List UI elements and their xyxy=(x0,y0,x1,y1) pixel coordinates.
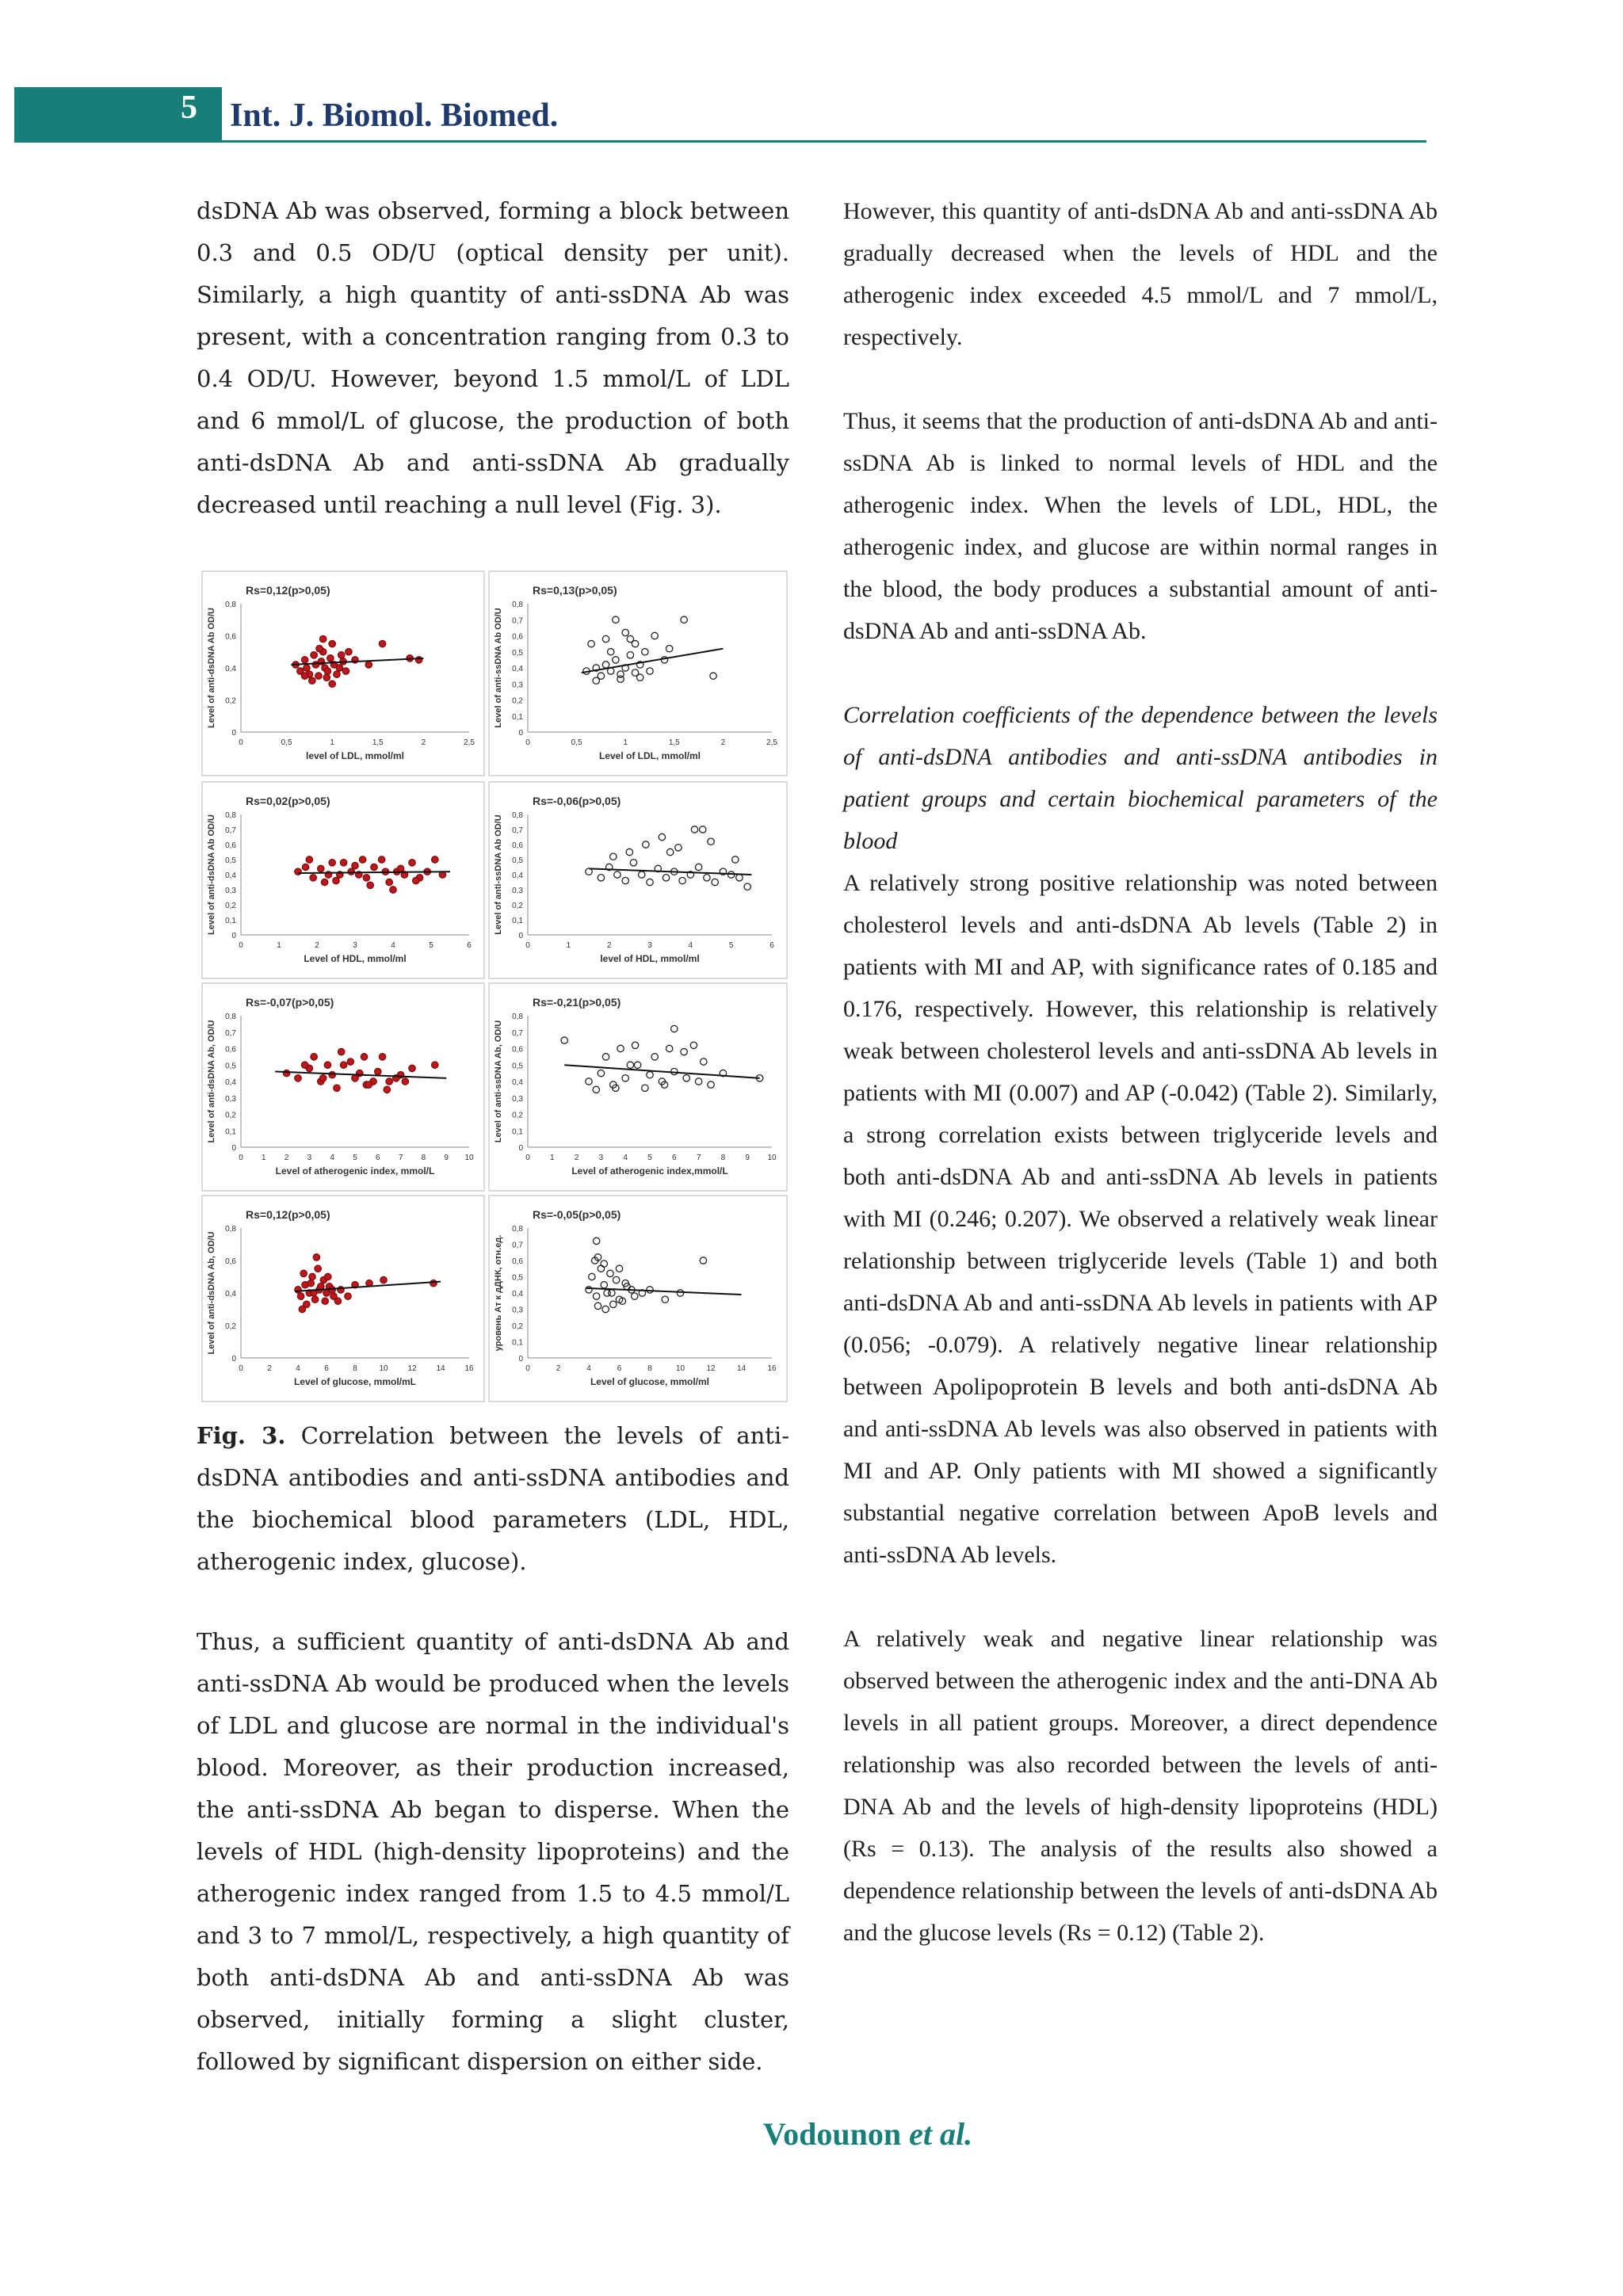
data-point xyxy=(283,1070,289,1076)
paragraph-fig3-intro: dsDNA Ab was observed, forming a block between 0.3 and 0.5 OD/U (optical density per unit). Similarly, a high quantity of anti-ssDNA Ab was present, with a concentration ranging from 0.3 to 0.4 OD/U. However, beyond 1.5 mmol/L of LDL and 6 mmol/L of glucose, the production of both anti-dsDNA Ab and anti-ssDNA Ab gradually decreased until reaching a null level (Fig. 3). xyxy=(197,197,789,518)
x-tick-label: 6 xyxy=(324,1364,329,1373)
caption-text: Correlation between the levels of anti-dsDNA antibodies and anti-ssDNA antibodies and the biochemical blood parameters (LDL, HDL, atherogenic index, glucose). xyxy=(197,1422,789,1575)
x-tick-label: 1 xyxy=(277,941,281,950)
data-point xyxy=(319,635,326,642)
data-point xyxy=(315,1265,321,1272)
data-point xyxy=(365,1081,372,1088)
chart-frame xyxy=(202,782,484,978)
chart-panel xyxy=(202,1196,484,1402)
data-point xyxy=(301,673,307,679)
data-point xyxy=(329,1072,335,1078)
y-tick-label: 0,5 xyxy=(225,856,236,865)
data-point xyxy=(295,868,301,875)
data-point xyxy=(324,1062,330,1068)
x-tick-label: 0 xyxy=(525,1364,530,1373)
left-column-bottom xyxy=(197,1621,789,2083)
y-tick-label: 0,1 xyxy=(225,917,236,925)
x-tick-label: 8 xyxy=(720,1154,726,1162)
right-column xyxy=(843,190,1438,1954)
data-point xyxy=(313,1254,319,1261)
y-tick-label: 0,5 xyxy=(225,1062,236,1071)
y-tick-label: 0,4 xyxy=(512,665,523,673)
data-point xyxy=(352,862,358,868)
caption-label: Fig. 3. xyxy=(197,1422,286,1449)
x-tick-label: 8 xyxy=(421,1154,426,1162)
data-point xyxy=(297,1293,304,1299)
y-tick-label: 0,2 xyxy=(225,902,236,910)
chart-panel xyxy=(202,983,484,1191)
chart-title: Rs=-0,05(p>0,05) xyxy=(533,1208,621,1221)
data-point xyxy=(361,1054,367,1060)
y-tick-label: 0,4 xyxy=(512,1290,523,1299)
x-tick-label: 7 xyxy=(696,1154,701,1162)
y-tick-label: 0,7 xyxy=(225,1028,236,1038)
data-point xyxy=(310,875,316,881)
data-point xyxy=(378,856,384,863)
paragraph-thus-sufficient: Thus, a sufficient quantity of anti-dsDNA Ab and anti-ssDNA Ab would be produced when the levels of LDL and glucose are normal in the individual's blood. Moreover, as their production increased, the anti-ssDNA Ab began to disperse. When the levels of HDL (high-density lipoproteins) and the atherogenic index ranged from 1.5 to 4.5 mmol/L and 3 to 7 mmol/L, respectively, a high quantity of both anti-dsDNA Ab and anti-ssDNA Ab was observed, initially forming a slight cluster, followed by significant dispersion on either side. xyxy=(197,1628,789,2075)
data-point xyxy=(329,681,335,687)
x-tick-label: 2 xyxy=(606,941,612,950)
paragraph-thus-linked: Thus, it seems that the production of anti-dsDNA Ab and anti-ssDNA Ab is linked to normal levels of HDL and the atherogenic index. When the levels of LDL, HDL, the atherogenic index, and glucose are within normal ranges in the blood, the body produces a substantial amount of anti-dsDNA Ab and anti-ssDNA Ab. xyxy=(843,408,1438,644)
section-heading-correlation: Correlation coefficients of the dependence between the levels of anti-dsDNA antibodies and anti-ssDNA antibodies in patient groups and certain biochemical parameters of the blood xyxy=(843,702,1438,854)
x-tick-label: 8 xyxy=(647,1364,652,1373)
y-tick-label: 0,7 xyxy=(225,826,236,835)
figure-caption xyxy=(197,1415,789,1583)
x-tick-label: 2,5 xyxy=(766,738,777,747)
y-tick-label: 0,8 xyxy=(225,811,236,820)
x-tick-label: 14 xyxy=(436,1364,445,1373)
y-tick-label: 0,7 xyxy=(512,616,523,626)
x-tick-label: 0,5 xyxy=(571,738,582,747)
data-point xyxy=(346,649,352,655)
x-tick-label: 16 xyxy=(767,1364,777,1373)
data-point xyxy=(301,1062,307,1068)
x-tick-label: 6 xyxy=(617,1364,622,1373)
data-point xyxy=(415,657,422,663)
data-point xyxy=(342,668,349,674)
chart-title: Rs=0,13(p>0,05) xyxy=(533,584,617,597)
data-point xyxy=(315,673,322,679)
y-tick-label: 0 xyxy=(231,1144,236,1153)
data-point xyxy=(367,882,373,888)
chart-title: Rs=-0,06(p>0,05) xyxy=(533,795,621,807)
x-tick-label: 6 xyxy=(672,1154,677,1162)
x-tick-label: 3 xyxy=(307,1154,312,1162)
x-tick-label: 10 xyxy=(379,1364,388,1373)
x-tick-label: 2,5 xyxy=(464,738,475,747)
x-tick-label: 12 xyxy=(706,1364,716,1373)
data-point xyxy=(301,657,307,663)
y-tick-label: 0,8 xyxy=(512,1225,523,1234)
x-tick-label: 1 xyxy=(566,941,571,950)
x-tick-label: 2 xyxy=(284,1154,289,1162)
data-point xyxy=(295,1075,301,1081)
paragraph-strong-positive: A relatively strong positive relationship was noted between cholesterol levels and anti-dsDNA Ab levels (Table 2) in patients with MI and AP, with significance rates of 0.185 and 0.176, respectively. However, this relationship is relatively weak between cholesterol levels and anti-ssDNA Ab levels in patients with MI (0.007) and AP (-0.042) (Table 2). Similarly, a strong correlation exists between triglyceride levels and both anti-dsDNA Ab and anti-ssDNA Ab levels in patients with MI (0.246; 0.207). We observed a relatively weak linear relationship between triglyceride levels (Table 1) and both anti-dsDNA Ab and anti-ssDNA Ab levels in patients with AP (0.056; -0.079). A relatively negative linear relationship between Apolipoprotein B levels and both anti-dsDNA Ab and anti-ssDNA Ab levels was also observed in patients with MI and AP. Only patients with MI showed a significantly substantial negative correlation between ApoB levels and anti-ssDNA Ab levels. xyxy=(843,870,1438,1568)
x-tick-label: 4 xyxy=(330,1154,334,1162)
y-tick-label: 0 xyxy=(518,729,523,738)
data-point xyxy=(359,856,365,863)
x-tick-label: 1 xyxy=(550,1154,555,1162)
y-axis-label: Level of anti-dsDNA Ab OD/U xyxy=(207,814,216,935)
y-tick-label: 0,8 xyxy=(512,811,523,820)
data-point xyxy=(306,856,312,863)
x-tick-label: 1 xyxy=(330,738,334,747)
y-tick-label: 0,3 xyxy=(225,887,236,895)
data-point xyxy=(318,865,324,871)
y-tick-label: 0,3 xyxy=(225,1094,236,1104)
y-tick-label: 0,2 xyxy=(512,696,523,706)
data-point xyxy=(375,1068,381,1074)
data-point xyxy=(334,1298,341,1304)
data-point xyxy=(402,1078,408,1085)
data-point xyxy=(329,640,335,646)
data-point xyxy=(311,652,317,658)
data-point xyxy=(323,674,330,681)
data-point xyxy=(302,864,308,870)
x-axis-label: Level of glucose, mmol/mL xyxy=(293,1376,417,1387)
data-point xyxy=(413,877,419,883)
data-point xyxy=(307,1280,314,1287)
x-tick-label: 0 xyxy=(239,1154,243,1162)
data-point xyxy=(338,1048,345,1055)
data-point xyxy=(430,1280,437,1287)
y-tick-label: 0,6 xyxy=(512,632,523,642)
y-tick-label: 0,8 xyxy=(512,601,523,609)
x-tick-label: 2 xyxy=(421,738,426,747)
y-tick-label: 0,4 xyxy=(225,1078,236,1087)
x-tick-label: 4 xyxy=(688,941,693,950)
x-tick-label: 10 xyxy=(675,1364,685,1373)
y-tick-label: 0,8 xyxy=(512,1013,523,1021)
x-axis-label: Level of LDL, mmol/ml xyxy=(598,750,701,761)
data-point xyxy=(379,1054,385,1060)
x-tick-label: 10 xyxy=(464,1154,474,1162)
data-point xyxy=(334,671,340,677)
y-tick-label: 0,7 xyxy=(512,826,523,835)
x-tick-label: 0 xyxy=(525,941,530,950)
data-point xyxy=(379,640,385,646)
data-point xyxy=(340,860,346,866)
x-tick-label: 5 xyxy=(353,1154,357,1162)
y-tick-label: 0 xyxy=(518,932,523,940)
y-tick-label: 0,3 xyxy=(512,1306,523,1315)
x-tick-label: 3 xyxy=(598,1154,604,1162)
y-tick-label: 0,1 xyxy=(225,1127,236,1137)
y-tick-label: 0,7 xyxy=(512,1028,523,1038)
y-tick-label: 0,8 xyxy=(225,601,236,609)
data-point xyxy=(329,860,335,866)
y-tick-label: 0,4 xyxy=(512,1078,523,1087)
paragraph-weak-negative: A relatively weak and negative linear relationship was observed between the atherogenic index and the anti-DNA Ab levels in all patient groups. Moreover, a direct dependence relationship was also recorded between the levels of anti-DNA Ab and the levels of high-density lipoproteins (HDL) (Rs = 0.13). The analysis of the results also showed a dependence relationship between the levels of anti-dsDNA Ab and the glucose levels (Rs = 0.12) (Table 2). xyxy=(843,1626,1438,1946)
y-tick-label: 0,6 xyxy=(225,841,236,850)
x-axis-label: Level of HDL, mmol/ml xyxy=(304,953,407,964)
x-tick-label: 1 xyxy=(262,1154,266,1162)
data-point xyxy=(324,668,330,674)
x-tick-label: 0 xyxy=(239,941,243,950)
chart-frame xyxy=(489,782,787,978)
y-tick-label: 0,8 xyxy=(225,1013,236,1021)
data-point xyxy=(380,1276,387,1283)
data-point xyxy=(321,879,327,885)
chart-title: Rs=0,02(p>0,05) xyxy=(246,795,330,807)
data-point xyxy=(409,1065,415,1071)
data-point xyxy=(309,1273,315,1280)
x-tick-label: 0 xyxy=(525,1154,530,1162)
y-tick-label: 0 xyxy=(518,1355,523,1363)
y-tick-label: 0,5 xyxy=(512,648,523,658)
x-tick-label: 0 xyxy=(525,738,530,747)
y-tick-label: 0 xyxy=(518,1144,523,1153)
x-tick-label: 8 xyxy=(353,1364,357,1373)
x-tick-label: 2 xyxy=(315,941,319,950)
y-axis-label: уровень Ат к дДНК, отн.ед. xyxy=(494,1234,503,1352)
x-tick-label: 4 xyxy=(623,1154,628,1162)
x-tick-label: 5 xyxy=(728,941,734,950)
y-tick-label: 0,2 xyxy=(512,1322,523,1331)
y-tick-label: 0,1 xyxy=(512,712,523,722)
data-point xyxy=(309,677,315,684)
y-axis-label: Level of anti-dsDNA Ab, OD/U xyxy=(207,1231,216,1355)
data-point xyxy=(432,1062,438,1068)
x-tick-label: 0 xyxy=(239,738,243,747)
data-point xyxy=(345,1293,351,1299)
data-point xyxy=(311,1296,318,1302)
y-tick-label: 0,6 xyxy=(512,1045,523,1055)
data-point xyxy=(322,1298,328,1304)
y-tick-label: 0,8 xyxy=(225,1225,236,1234)
x-tick-label: 1,5 xyxy=(372,738,384,747)
data-point xyxy=(336,665,342,671)
y-axis-label: Level of anti-ssDNA Ab, OD/U xyxy=(494,1020,503,1143)
x-tick-label: 6 xyxy=(376,1154,380,1162)
data-point xyxy=(338,652,345,658)
y-tick-label: 0,4 xyxy=(512,871,523,880)
header-rule xyxy=(222,140,1426,143)
y-tick-label: 0,1 xyxy=(512,1127,523,1137)
data-point xyxy=(386,1078,392,1085)
y-axis-label: Level of anti-ssDNA Ab OD/U xyxy=(494,608,503,728)
data-point xyxy=(300,1270,307,1276)
data-point xyxy=(304,665,310,671)
chart-panel xyxy=(489,1196,787,1402)
x-tick-label: 3 xyxy=(353,941,357,950)
chart-title: Rs=-0,07(p>0,05) xyxy=(246,996,334,1009)
y-tick-label: 0,4 xyxy=(225,665,236,673)
data-point xyxy=(327,655,334,662)
y-tick-label: 0,2 xyxy=(225,1322,236,1331)
y-tick-label: 0,3 xyxy=(512,887,523,895)
page-number: 5 xyxy=(181,90,197,126)
y-tick-label: 0,1 xyxy=(512,917,523,925)
y-tick-label: 0,1 xyxy=(512,1338,523,1348)
y-tick-label: 0,4 xyxy=(225,871,236,880)
data-point xyxy=(386,879,392,885)
data-point xyxy=(347,1058,353,1065)
y-tick-label: 0,3 xyxy=(512,1094,523,1104)
x-tick-label: 6 xyxy=(769,941,774,950)
footer-authors xyxy=(0,2115,1623,2153)
data-point xyxy=(348,868,354,875)
data-point xyxy=(409,860,415,866)
x-tick-label: 1 xyxy=(623,738,628,747)
x-tick-label: 7 xyxy=(398,1154,403,1162)
data-point xyxy=(311,1054,317,1060)
y-tick-label: 0,5 xyxy=(512,856,523,865)
x-tick-label: 5 xyxy=(429,941,433,950)
footer-etal: et al. xyxy=(901,2116,973,2152)
y-tick-label: 0,2 xyxy=(225,1111,236,1120)
data-point xyxy=(340,1062,346,1068)
data-point xyxy=(316,646,323,652)
data-point xyxy=(384,1086,390,1093)
x-tick-label: 4 xyxy=(586,1364,591,1373)
y-axis-label: Level of anti-dsDNA Ab, OD/U xyxy=(207,1020,216,1143)
left-column-top xyxy=(197,190,789,526)
chart-title: Rs=0,12(p>0,05) xyxy=(246,584,330,597)
x-tick-label: 0 xyxy=(239,1364,243,1373)
x-axis-label: Level of atherogenic index,mmol/L xyxy=(571,1165,728,1177)
data-point xyxy=(299,1306,305,1312)
y-tick-label: 0,4 xyxy=(225,1290,236,1299)
x-tick-label: 6 xyxy=(467,941,472,950)
x-tick-label: 2 xyxy=(720,738,726,747)
x-tick-label: 12 xyxy=(407,1364,417,1373)
y-tick-label: 0,6 xyxy=(225,1257,236,1266)
x-tick-label: 4 xyxy=(296,1364,300,1373)
x-tick-label: 2 xyxy=(574,1154,579,1162)
paragraph-however: However, this quantity of anti-dsDNA Ab and anti-ssDNA Ab gradually decreased when the levels of HDL and the atherogenic index exceeded 4.5 mmol/L and 7 mmol/L, respectively. xyxy=(843,198,1438,350)
x-tick-label: 16 xyxy=(464,1364,474,1373)
x-axis-label: level of LDL, mmol/ml xyxy=(305,750,405,761)
y-tick-label: 0,2 xyxy=(225,696,236,706)
data-point xyxy=(325,1273,331,1280)
y-tick-label: 0 xyxy=(231,1355,236,1363)
x-tick-label: 5 xyxy=(647,1154,652,1162)
x-axis-label: level of HDL, mmol/ml xyxy=(600,953,700,964)
x-tick-label: 1,5 xyxy=(668,738,680,747)
x-tick-label: 14 xyxy=(736,1364,747,1373)
y-tick-label: 0,2 xyxy=(512,902,523,910)
data-point xyxy=(334,1085,340,1091)
data-point xyxy=(432,856,438,863)
x-axis-label: Level of atherogenic index, mmol/L xyxy=(275,1165,435,1177)
x-tick-label: 10 xyxy=(767,1154,777,1162)
y-tick-label: 0,5 xyxy=(512,1273,523,1283)
x-tick-label: 2 xyxy=(267,1364,272,1373)
y-axis-label: Level of anti-ssDNA Ab OD/U xyxy=(494,814,503,935)
footer-author-name: Vodounon xyxy=(762,2116,902,2152)
chart-panel xyxy=(202,571,484,776)
figure-3-charts xyxy=(201,570,791,1405)
x-tick-label: 9 xyxy=(444,1154,449,1162)
y-axis-label: Level of anti-dsDNA Ab OD/U xyxy=(207,608,216,728)
data-point xyxy=(319,1075,326,1081)
y-tick-label: 0,6 xyxy=(225,632,236,642)
chart-panel xyxy=(489,571,787,776)
chart-panel xyxy=(489,983,787,1191)
data-point xyxy=(333,877,339,883)
x-tick-label: 0,5 xyxy=(281,738,292,747)
data-point xyxy=(363,875,369,881)
figure-3 xyxy=(201,570,791,1405)
x-axis-label: Level of glucose, mmol/ml xyxy=(590,1376,710,1387)
y-tick-label: 0,6 xyxy=(225,1045,236,1055)
y-tick-label: 0 xyxy=(231,932,236,940)
data-point xyxy=(371,864,377,870)
journal-title: Int. J. Biomol. Biomed. xyxy=(230,97,559,134)
y-tick-label: 0,6 xyxy=(512,841,523,850)
y-tick-label: 0 xyxy=(231,729,236,738)
data-point xyxy=(397,865,403,871)
x-tick-label: 4 xyxy=(391,941,395,950)
y-tick-label: 0,7 xyxy=(512,1241,523,1250)
y-tick-label: 0,6 xyxy=(512,1257,523,1266)
chart-frame xyxy=(202,983,484,1191)
x-tick-label: 2 xyxy=(556,1364,561,1373)
y-tick-label: 0,5 xyxy=(512,1062,523,1071)
y-tick-label: 0,2 xyxy=(512,1111,523,1120)
y-tick-label: 0,3 xyxy=(512,681,523,690)
x-tick-label: 3 xyxy=(647,941,652,950)
chart-panel xyxy=(202,782,484,978)
chart-panel xyxy=(489,782,787,978)
chart-title: Rs=-0,21(p>0,05) xyxy=(533,996,621,1009)
chart-title: Rs=0,12(p>0,05) xyxy=(246,1208,330,1221)
chart-frame xyxy=(489,983,787,1191)
data-point xyxy=(365,662,372,668)
x-tick-label: 9 xyxy=(745,1154,750,1162)
data-point xyxy=(390,887,396,893)
